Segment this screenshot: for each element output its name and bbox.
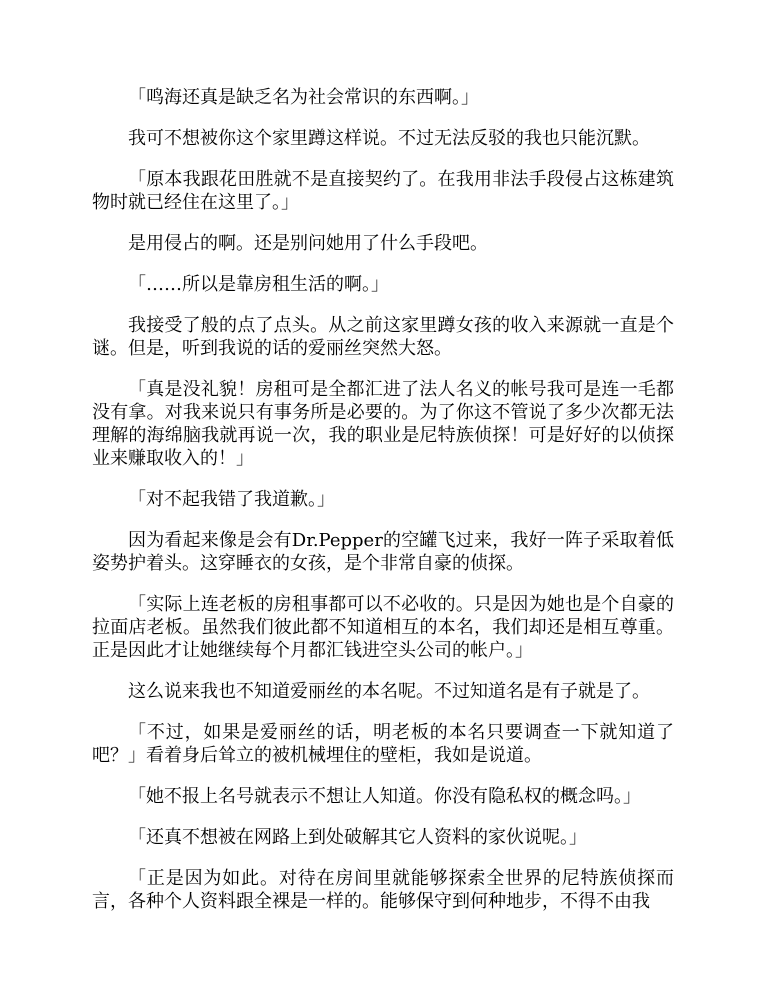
- paragraph: 「不过，如果是爱丽丝的话，明老板的本名只要调查一下就知道了吧？」看着身后耸立的被机械埋住的壁柜，我如是说道。: [92, 722, 674, 766]
- paragraph: 「她不报上名号就表示不想让人知道。你没有隐私权的概念吗。」: [128, 786, 641, 807]
- paragraph: 「鸣海还真是缺乏名为社会常识的东西啊。」: [128, 87, 479, 108]
- paragraph: 我可不想被你这个家里蹲这样说。不过无法反驳的我也只能沉默。: [128, 128, 650, 149]
- paragraph: 因为看起来像是会有Dr.Pepper的空罐飞过来，我好一阵子采取着低姿势护着头。这穿睡衣的女孩，是个非常自豪的侦探。: [92, 530, 674, 574]
- paragraph: 「真是没礼貌！房租可是全都汇进了法人名义的帐号我可是连一毛都没有拿。对我来说只有事务所是必要的。为了你这不管说了多少次都无法理解的海绵脑我就再说一次，我的职业是尼特族侦探！可是好好的以侦探业来赚取收入的！」: [92, 379, 674, 469]
- paragraph: 「正是因为如此。对待在房间里就能够探索全世界的尼特族侦探而言，各种个人资料跟全裸是一样的。能够保守到何种地步，不得不由我: [92, 868, 674, 912]
- paragraph: 「对不起我错了我道歉。」: [128, 489, 335, 510]
- paragraph: 「原本我跟花田胜就不是直接契约了。在我用非法手段侵占这栋建筑物时就已经住在这里了。」: [92, 169, 674, 213]
- paragraph: 我接受了般的点了点头。从之前这家里蹲女孩的收入来源就一直是个谜。但是，听到我说的话的爱丽丝突然大怒。: [92, 315, 674, 359]
- paragraph: 「还真不想被在网路上到处破解其它人资料的家伙说呢。」: [128, 827, 587, 848]
- paragraph: 「……所以是靠房租生活的啊。」: [128, 274, 389, 295]
- paragraph: 这么说来我也不知道爱丽丝的本名呢。不过知道名是有子就是了。: [128, 681, 650, 702]
- paragraph: 「实际上连老板的房租事都可以不必收的。只是因为她也是个自豪的拉面店老板。虽然我们彼此都不知道相互的本名，我们却还是相互尊重。正是因此才让她继续每个月都汇钱进空头公司的帐户。」: [92, 594, 674, 661]
- paragraph: 是用侵占的啊。还是别问她用了什么手段吧。: [128, 233, 488, 254]
- document-body: [92, 86, 674, 931]
